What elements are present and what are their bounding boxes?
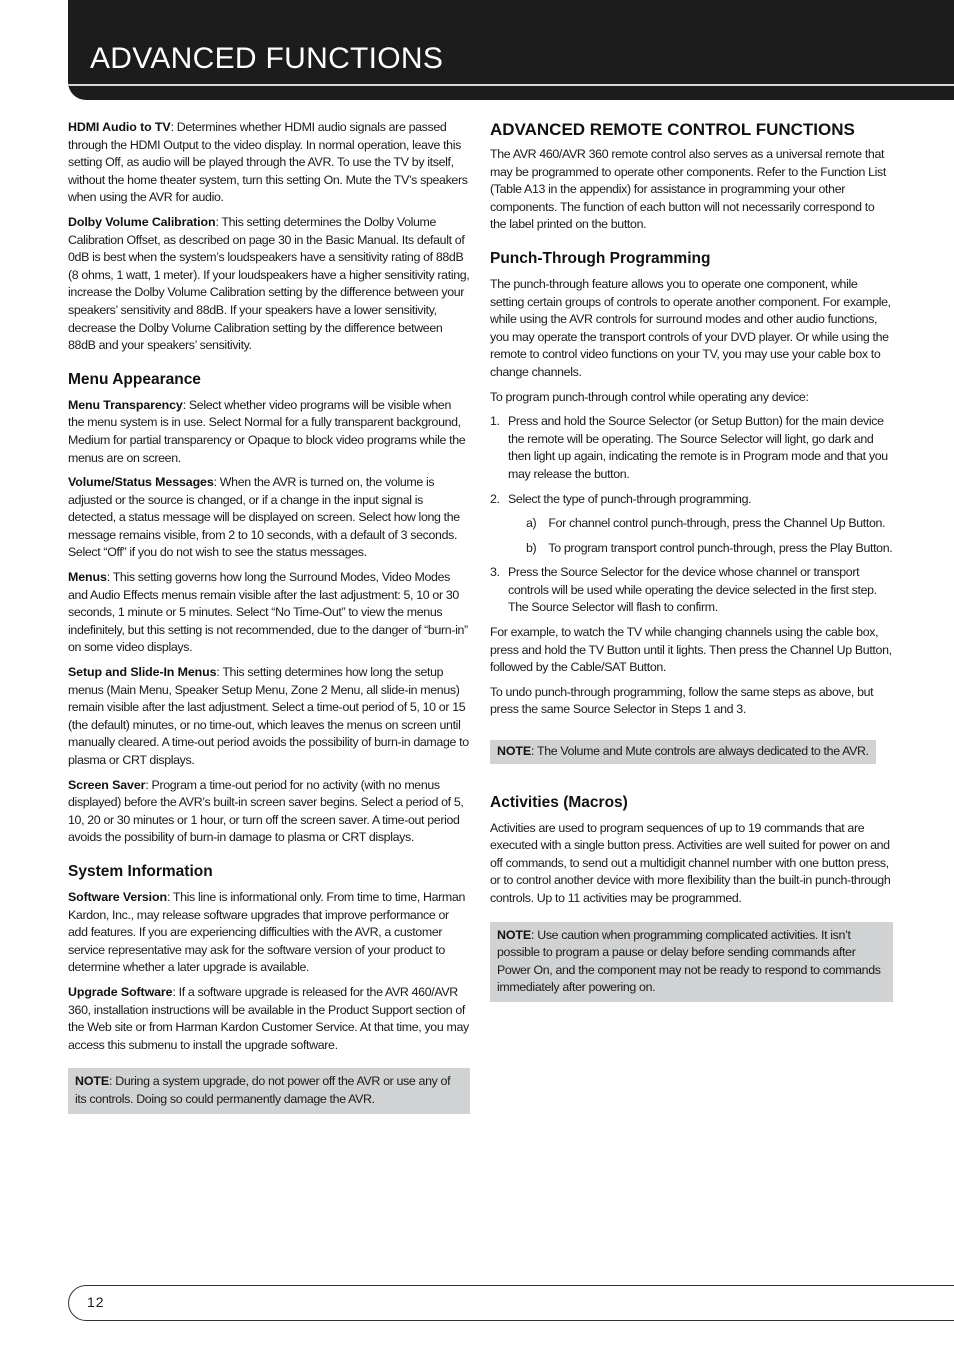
software-version-paragraph xyxy=(68,889,470,977)
menu-transparency-paragraph xyxy=(68,397,470,467)
step-text: Press the Source Selector for the device whose channel or transport controls will be used while operating the device selected in the first step. The Source Selector will flash to confirm. xyxy=(508,565,877,615)
menus-text: : This setting governs how long the Surround Modes, Video Modes and Audio Effects menus remain visible after the last adjustment: 5, 10 or 30 seconds, 1 minute or 5 minutes. Select “No Time-Out” to view the menus indefinitely, but this setting is not recommended, due to the danger of “burn-in” on some video displays. xyxy=(68,570,468,655)
step-text: Select the type of punch-through programming. xyxy=(508,491,752,506)
menus-term: Menus xyxy=(68,570,107,585)
note-label: NOTE xyxy=(75,1074,110,1089)
step-text: Press and hold the Source Selector (or Setup Button) for the main device the remote will be operating. The Source Selector will light, go dark and then light up again, indicating the remote is in Program mode and that you may release the button. xyxy=(508,414,888,481)
list-item xyxy=(490,413,893,483)
note-label: NOTE xyxy=(497,927,532,942)
note-label: NOTE xyxy=(497,744,532,759)
note-text: : During a system upgrade, do not power off the AVR or use any of its controls. Doing so could permanently damage the AVR. xyxy=(75,1074,451,1106)
sub-list-item: b) To program transport control punch-through, press the Play Button. xyxy=(526,540,893,555)
punch-through-lead: To program punch-through control while operating any device: xyxy=(490,389,809,404)
remote-intro-paragraph: The AVR 460/AVR 360 remote control also serves as a universal remote that may be programmed to operate other components. Refer to the Function List (Table A13 in the appendix) for assistance in programming your other components. The function of each button will not necessarily correspond to the label printed on the button. xyxy=(490,147,886,232)
list-item xyxy=(490,564,893,617)
menu-transparency-term: Menu Transparency xyxy=(68,397,183,412)
upgrade-software-paragraph xyxy=(68,984,470,1054)
page-number: 12 xyxy=(87,1294,105,1310)
page-footer xyxy=(68,1285,954,1321)
header-rule xyxy=(68,84,954,86)
page-header xyxy=(68,0,954,100)
activities-heading: Activities (Macros) xyxy=(490,793,628,811)
punch-through-steps xyxy=(490,413,893,617)
upgrade-software-term: Upgrade Software xyxy=(68,984,173,999)
setup-menus-text: : This setting determines how long the setup menus (Main Menu, Speaker Setup Menu, Zone 2 Menu, all slide-in menus) remain visible after the last adjustment. Select a time-out period of 5, 10 or 15 (the default) minutes, or no time-out, which leaves the menus on screen until manually cleared. A time-out period avoids the possibility of burn-in damage to plasma or CRT displays. xyxy=(68,665,469,767)
step-number: 1. xyxy=(490,414,500,429)
software-version-text: : This line is informational only. From time to time, Harman Kardon, Inc., may release software upgrades that improve performance or add features. If you are experiencing difficulties with the AVR, a customer service representative may ask for the software version of your product to determine whether a later upgrade is available. xyxy=(68,889,465,975)
punch-through-intro: The punch-through feature allows you to operate one component, while setting certain groups of controls to operate another component. For example, while using the AVR controls for surround modes and other audio functions, you may operate the transport controls of your DVD player. Or while using the remote to control video functions on your TV, you may use your cable box to change channels. xyxy=(490,276,891,379)
sub-list-item: a) For channel control punch-through, press the Channel Up Button. xyxy=(526,516,886,531)
screen-saver-term: Screen Saver xyxy=(68,777,146,792)
software-version-term: Software Version xyxy=(68,889,167,904)
step-number: 2. xyxy=(490,491,500,506)
step-number: 3. xyxy=(490,565,500,580)
upgrade-software-text: : If a software upgrade is released for the AVR 460/AVR 360, installation instructions will be available in the Product Support section of the Web site or from Harman Kardon Customer Service. At that time, you may access this submenu to install the upgrade software. xyxy=(68,984,469,1052)
left-column xyxy=(68,119,470,1128)
system-information-heading: System Information xyxy=(68,862,213,880)
setup-menus-paragraph xyxy=(68,664,470,770)
punch-through-substeps xyxy=(508,515,893,557)
dolby-volume-term: Dolby Volume Calibration xyxy=(68,214,216,229)
screen-saver-text: : Program a time-out period for no activity (with no menus displayed) before the AVR’s built-in screen saver begins. Select a period of 5, 10, 20 or 30 minutes or 1 hour, or turn off the screen saver. A time-out period avoids the possibility of burn-in damage to plasma or CRT displays. xyxy=(68,777,464,845)
dolby-volume-text: : This setting determines the Dolby Volume Calibration Offset, as described on page 30 in the Basic Manual. Its default of 0dB is best when the system’s loudspeakers have a sensitivity rating of 88dB (8 ohms, 1 watt, 1 meter). If your loudspeakers have a higher sensitivity rating, increase the Dolby Volume Calibration setting by the difference between your speakers’ sensitivity and 88dB. If your speakers have a lower sensitivity, decrease the Dolby Volume Calibration setting by the difference between 88dB and your speakers’ sensitivity. xyxy=(68,214,470,353)
punch-through-heading: Punch-Through Programming xyxy=(490,249,711,267)
hdmi-audio-paragraph xyxy=(68,119,470,207)
page-title: ADVANCED FUNCTIONS xyxy=(90,42,444,75)
note-text: : Use caution when programming complicated activities. It isn’t possible to program a pause or delay before sending commands after Power On, and the component may not be ready to respond to commands immediately after powering on. xyxy=(497,927,881,995)
example-paragraph: For example, to watch the TV while changing channels using the cable box, press and hold the TV Button until it lights. Then press the Channel Up Button, followed by the Cable/SAT Button. xyxy=(490,625,892,675)
volume-status-term: Volume/Status Messages xyxy=(68,475,214,490)
screen-saver-paragraph xyxy=(68,777,470,847)
menus-paragraph xyxy=(68,569,470,657)
right-column xyxy=(490,121,893,1016)
dolby-volume-paragraph xyxy=(68,214,470,355)
hdmi-audio-term: HDMI Audio to TV xyxy=(68,120,171,134)
activities-paragraph: Activities are used to program sequences of up to 19 commands that are executed with a single button press. Activities are well suited for power on and off commands, to send out a multidigit channel number with one button press, or to control another device with more flexibility than the built-in punch-through controls. Up to 11 activities may be programmed. xyxy=(490,820,891,905)
volume-status-text: : When the AVR is turned on, the volume is adjusted or the source is changed, or if a change in the input signal is detected, a status message will be displayed on screen. Select how long the message remains visible, from 2 to 10 seconds, with a default of 3 seconds. Select “Off” if you do not wish to see the status messages. xyxy=(68,475,460,560)
undo-paragraph: To undo punch-through programming, follow the same steps as above, but press the same Source Selector in Steps 1 and 3. xyxy=(490,684,874,717)
activities-note-box xyxy=(490,922,893,1002)
menu-appearance-heading: Menu Appearance xyxy=(68,370,201,388)
remote-control-heading: ADVANCED REMOTE CONTROL FUNCTIONS xyxy=(490,120,855,139)
note-text: : The Volume and Mute controls are always dedicated to the AVR. xyxy=(531,744,869,759)
setup-menus-term: Setup and Slide-In Menus xyxy=(68,665,217,680)
list-item xyxy=(490,491,893,558)
volume-note-box xyxy=(490,740,876,764)
menu-transparency-text: : Select whether video programs will be visible when the menu system is in use. Select Normal for a fully transparent background, Medium for partial transparency or Opaque to block video programs while the menus are on screen. xyxy=(68,397,466,465)
hdmi-audio-text: : Determines whether HDMI audio signals are passed through the HDMI Output to the video display. In normal operation, leave this setting Off, as audio will be played through the AVR. To use the TV by itself, without the home theater system, turn this setting On. Mute the TV’s speakers when using the AVR for audio. xyxy=(68,120,468,205)
upgrade-note-box xyxy=(68,1068,470,1113)
volume-status-paragraph xyxy=(68,474,470,562)
